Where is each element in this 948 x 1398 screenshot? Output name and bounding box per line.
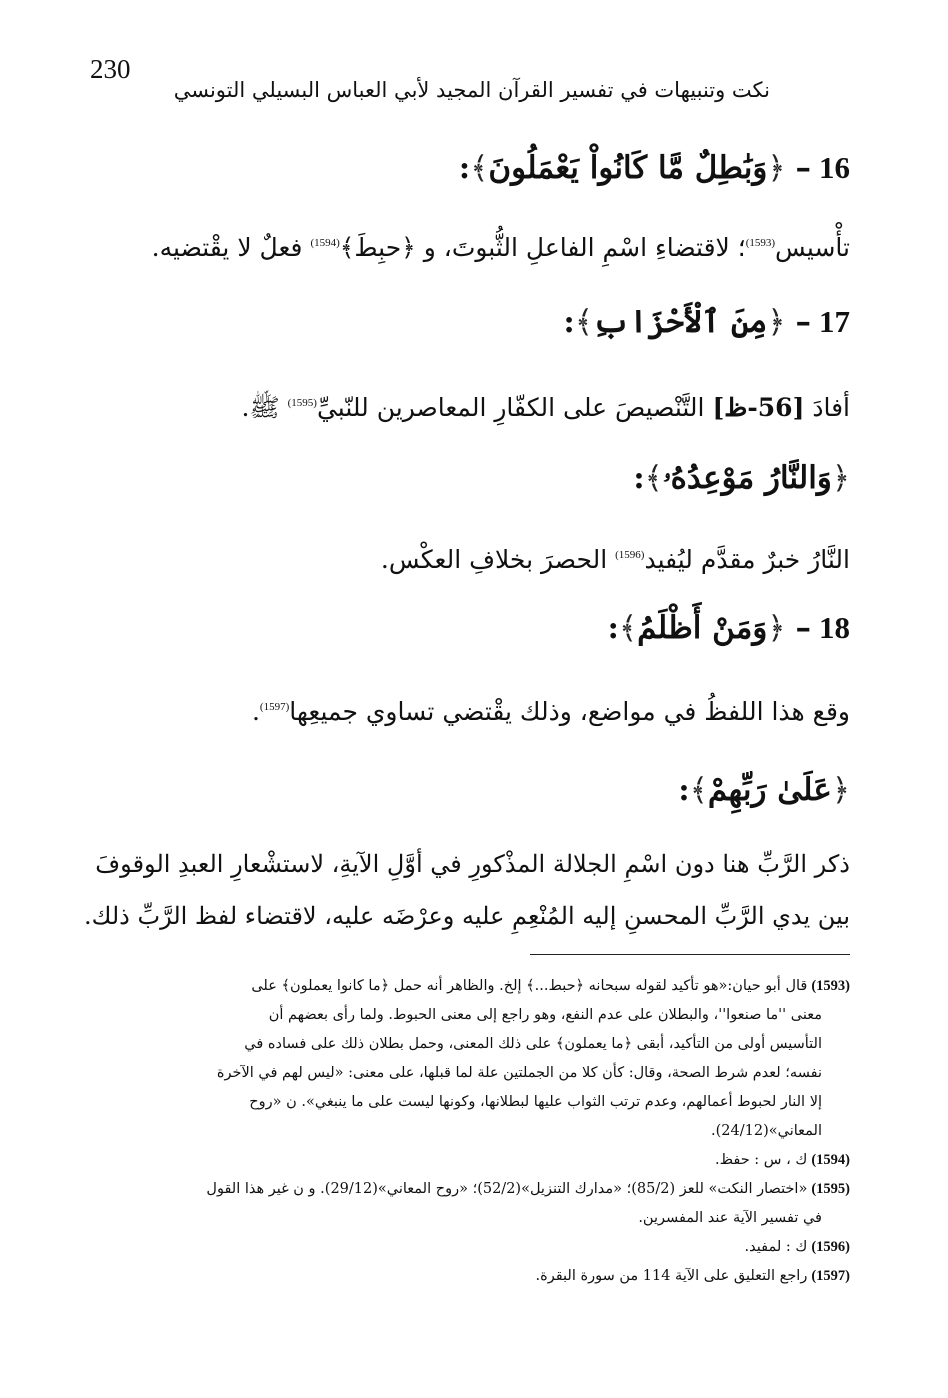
quran-verse: وَمَنْ أَظْلَمُ (637, 610, 768, 646)
verse-heading-ala-rabbihim: ﴿عَلَىٰ رَبِّهِمْ﴾: (678, 772, 850, 808)
footnote-1597: (1597)راجع التعليق على الآية 114 من سورة البقرة. (535, 1268, 850, 1284)
footnote-ref: (1595) (287, 397, 317, 409)
section-17-heading: 17–﴿مِنَ ٱلْأَحْزَابِ﴾: (90, 300, 850, 344)
section-number: 16 (819, 150, 850, 185)
footnote-ref: (1594) (310, 237, 340, 249)
section-number: 17 (819, 304, 850, 339)
section-16-text: تأْسيس$^{(1593)}$؛ لاقتضاءِ اسْمِ الفاعلِ الثُّبوتَ، و ﴿حبِطَ﴾$^{(1594)}$ فعلٌ لا يقْتضيه. (151, 233, 850, 262)
verse-text-ala-rabbihim-line-1: ذكر الرَّبِّ هنا دون اسْمِ الجلالة المذْكورِ في أوَّلِ الآيةِ، لاستشْعارِ العبدِ الوقوفَ (95, 850, 850, 878)
quran-verse: عَلَىٰ رَبِّهِمْ (707, 772, 832, 808)
page-number: 230 (90, 54, 131, 84)
section-18-heading: 18–﴿وَمَنْ أَظْلَمُ﴾: (90, 606, 850, 650)
running-title: نكت وتنبيهات في تفسير القرآن المجيد لأبي العباس البسيلي التونسي (173, 78, 770, 102)
section-18-text: وقع هذا اللفظُ في مواضع، وذلك يقْتضي تساوي جميعِها$^{(1597)}$. (251, 697, 850, 726)
verse-heading-al-nar: ﴿وَالنَّارُ مَوْعِدُهُۥ﴾: (633, 460, 850, 496)
footnote-divider (530, 954, 850, 955)
footnote-1594: (1594)ك ، س : حفظ. (715, 1152, 850, 1168)
section-number: 18 (819, 610, 850, 645)
section-16-heading: 16–﴿وَبَٰطِلٌ مَّا كَانُواْ يَعْمَلُونَ﴾: (90, 146, 850, 190)
footnote-1596: (1596)ك : لمفيد. (744, 1239, 850, 1255)
footnote-1593: (1593)قال أبو حيان:«هو تأكيد لقوله سبحانه ﴿حبط...﴾ إلخ. والظاهر أنه حمل ﴿ما كانوا يعملون﴾ على معنى ''ما صنعوا''، والبطلان على عدم النفع، وهو راجع إلى معنى الحبوط. ولما رأى بعضهم أن التأسيس أولى من التأكيد، أبقى ﴿ما يعملون﴾ على ذلك المعنى، وحمل بطلان ذلك على فساده في نفسه؛ لعدم شرط الصحة، وقال: كأن كلا من الجملتين علة لما قبلها، على معنى: «ليس لهم في الآخرة إلا النار لحبوط أعمالهم، وعدم ترتب الثواب عليها لبطلانها، وكونها ليست على ما ينبغي». ن «روح المعاني»(24/12). (216, 978, 850, 1139)
footnote-1595: (1595)«اختصار النكت» للعز (85/2)؛ «مدارك التنزيل»(52/2)؛ «روح المعاني»(29/12). و ن غير هذا القول في تفسير الآية عند المفسرين. (206, 1181, 850, 1226)
quran-verse: وَالنَّارُ مَوْعِدُهُۥ (662, 460, 832, 496)
footnote-ref: (1597) (259, 701, 290, 713)
page-header (90, 52, 850, 116)
quran-verse: مِنَ ٱلْأَحْزَابِ (593, 304, 768, 340)
footnote-ref: (1596) (615, 549, 645, 561)
footnotes (90, 972, 850, 1291)
page (84, 52, 850, 1352)
quran-verse: وَبَٰطِلٌ مَّا كَانُواْ يَعْمَلُونَ (488, 150, 768, 186)
manuscript-folio-marker: [56-ظ] (712, 393, 805, 422)
verse-text-al-nar: النَّارُ خبرٌ مقدَّم ليُفيد$^{(1596)}$ الحصرَ بخلافِ العكْس. (380, 545, 850, 574)
footnote-ref: (1593) (745, 237, 776, 249)
section-17-text: أفادَ [56-ظ] التَّنْصيصَ على الكفّارِ المعاصرين للنّبيِّ$^{(1595)}$ ﷺ. (241, 393, 850, 422)
verse-text-ala-rabbihim-line-2: بين يدي الرَّبِّ المحسنِ إليه المُنْعِمِ عليه وعرْضَه عليه، لاقتضاء لفظ الرَّبِّ ذلك. (84, 902, 850, 930)
